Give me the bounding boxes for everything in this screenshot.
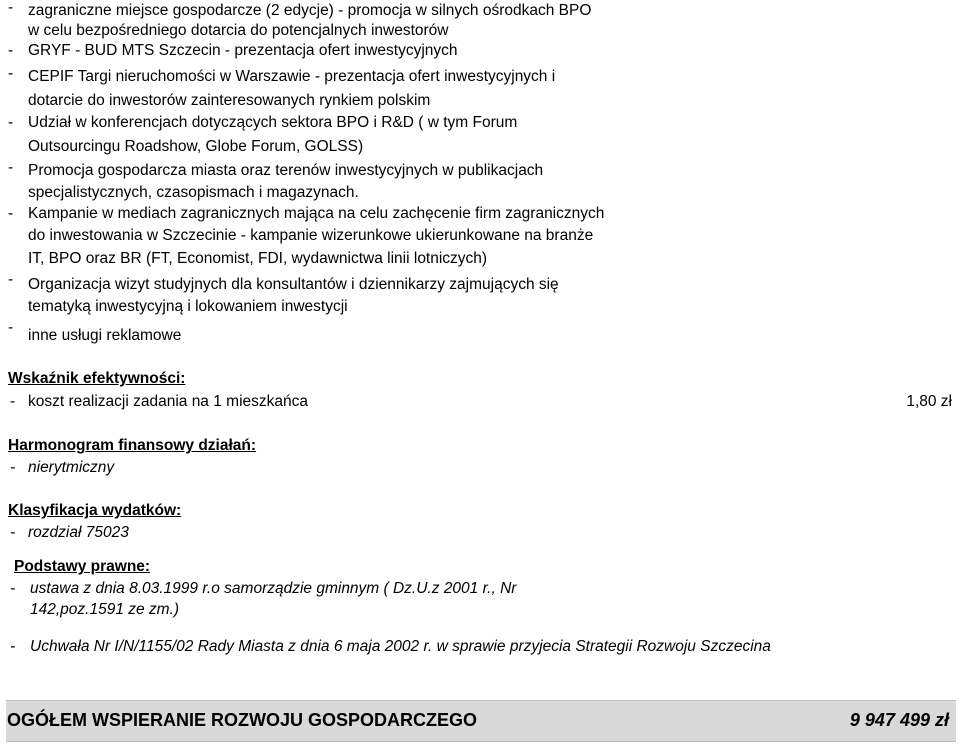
bullet-dash: - (8, 205, 14, 222)
efficiency-item: koszt realizacji zadania na 1 mieszkańca (28, 393, 308, 410)
bullet-dash: - (10, 638, 16, 655)
list-item-line: GRYF - BUD MTS Szczecin - prezentacja ofert inwestycyjnych (28, 42, 458, 59)
bullet-dash: - (8, 42, 14, 59)
efficiency-value: 1,80 zł (906, 393, 952, 410)
list-item-line: dotarcie do inwestorów zainteresowanych rynkiem polskim (28, 92, 431, 109)
schedule-heading: Harmonogram finansowy działań: (8, 437, 257, 454)
efficiency-heading: Wskaźnik efektywności: (8, 370, 186, 387)
total-bar (6, 700, 956, 742)
list-item-line: specjalistycznych, czasopismach i magazynach. (28, 184, 359, 201)
bullet-dash: - (8, 65, 14, 82)
classification-heading: Klasyfikacja wydatków: (8, 502, 182, 519)
bullet-dash: - (10, 459, 16, 476)
legal-item-line: 142,poz.1591 ze zm.) (30, 601, 180, 618)
legal-heading: Podstawy prawne: (14, 558, 151, 575)
bullet-dash: - (8, 159, 14, 176)
list-item-line: Outsourcingu Roadshow, Globe Forum, GOLSS) (28, 138, 364, 155)
classification-item: rozdział 75023 (28, 524, 129, 541)
list-item-line: CEPIF Targi nieruchomości w Warszawie - prezentacja ofert inwestycyjnych i (28, 68, 556, 85)
list-item-line: zagraniczne miejsce gospodarcze (2 edycje) - promocja w silnych ośrodkach BPO (28, 2, 592, 19)
bullet-dash: - (8, 319, 14, 336)
list-item-line: Promocja gospodarcza miasta oraz terenów inwestycyjnych w publikacjach (28, 162, 544, 179)
bullet-dash: - (10, 524, 16, 541)
bullet-dash: - (8, 271, 14, 288)
bullet-dash: - (10, 580, 16, 597)
list-item-line: do inwestowania w Szczecinie - kampanie wizerunkowe ukierunkowane na branże (28, 227, 594, 244)
list-item-line: Udział w konferencjach dotyczących sektora BPO i R&D ( w tym Forum (28, 114, 518, 131)
legal-item-line: ustawa z dnia 8.03.1999 r.o samorządzie gminnym ( Dz.U.z 2001 r., Nr (30, 580, 517, 597)
legal-item-line: Uchwała Nr I/N/1155/02 Rady Miasta z dnia 6 maja 2002 r. w sprawie przyjecia Strategii Rozwoju Szczecina (30, 638, 771, 655)
list-item-line: IT, BPO oraz BR (FT, Economist, FDI, wydawnictwa linii lotniczych) (28, 250, 488, 267)
bullet-dash: - (10, 393, 16, 410)
schedule-item: nierytmiczny (28, 459, 115, 476)
list-item-line: w celu bezpośredniego dotarcia do potencjalnych inwestorów (28, 22, 449, 39)
list-item-line: Kampanie w mediach zagranicznych mająca na celu zachęcenie firm zagranicznych (28, 205, 605, 222)
list-item-line: inne usługi reklamowe (28, 327, 182, 344)
total-title: OGÓŁEM WSPIERANIE ROZWOJU GOSPODARCZEGO (7, 710, 478, 730)
bullet-dash: - (8, 0, 14, 16)
list-item-line: tematyką inwestycyjną i lokowaniem inwestycji (28, 298, 348, 315)
total-amount: 9 947 499 zł (849, 710, 949, 730)
list-item-line: Organizacja wizyt studyjnych dla konsultantów i dziennikarzy zajmujących się (28, 276, 559, 293)
bullet-dash: - (8, 114, 14, 131)
